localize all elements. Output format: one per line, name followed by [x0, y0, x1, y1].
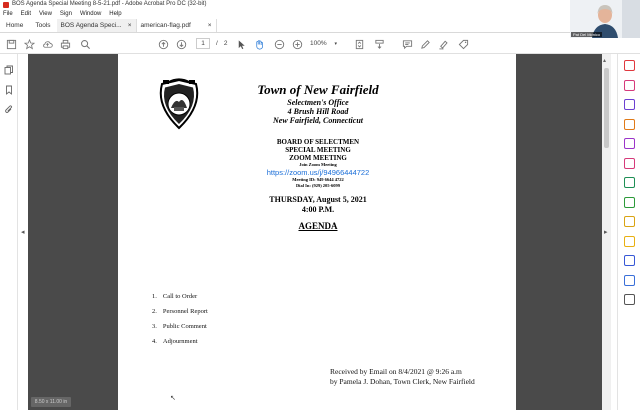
zoom-in-icon[interactable] [290, 37, 304, 51]
send-for-review-icon[interactable] [624, 216, 635, 227]
hand-tool-icon[interactable] [252, 37, 266, 51]
agenda-item-text: Personnel Report [162, 308, 208, 315]
agenda-item [152, 293, 197, 300]
mouse-cursor-icon: ↖ [170, 395, 176, 402]
meeting-id: Meeting ID: 949 6644 4722 [292, 177, 344, 182]
bookmark-icon[interactable] [4, 82, 14, 92]
organize-pages-icon[interactable] [624, 138, 635, 149]
agenda-item [152, 308, 208, 315]
agenda-item-number: 3. [152, 323, 157, 330]
chevron-down-icon: ▾ [334, 41, 337, 47]
page-separator: / [216, 40, 218, 47]
street-address: 4 Brush Hill Road [287, 107, 349, 116]
create-pdf-icon[interactable] [624, 99, 635, 110]
agenda-item-text: Call to Order [162, 293, 198, 300]
right-tools-rail [617, 54, 640, 410]
stamp-icon[interactable] [624, 236, 635, 247]
collapse-left-panel-icon[interactable]: ◂ [21, 229, 25, 236]
pages-icon[interactable] [4, 62, 14, 72]
meeting-time: 4:00 P.M. [301, 205, 335, 214]
compress-pdf-icon[interactable] [624, 197, 635, 208]
zoom-level-select[interactable] [310, 38, 342, 49]
close-icon[interactable]: × [207, 22, 212, 29]
menu-sign[interactable]: Sign [59, 11, 72, 17]
highlight-icon[interactable] [436, 37, 450, 51]
comment-icon[interactable] [400, 37, 414, 51]
print-icon[interactable] [58, 37, 72, 51]
received-stamp-line-1: Received by Email on 8/4/2021 @ 9:26 a.m [330, 367, 462, 376]
pen-icon[interactable] [418, 37, 432, 51]
main-toolbar [0, 34, 640, 54]
town-seal-logo [154, 78, 204, 130]
tab-document-american-flag[interactable] [137, 19, 217, 32]
page-size-indicator: 8.50 x 11.00 in [31, 397, 71, 407]
left-navigation-rail [0, 54, 18, 410]
search-icon[interactable] [78, 37, 92, 51]
agenda-item [152, 338, 198, 345]
agenda-item-number: 1. [152, 293, 157, 300]
fit-page-icon[interactable] [352, 37, 366, 51]
scroll-mode-icon[interactable] [372, 37, 386, 51]
join-zoom-label: Join Zoom Meeting [299, 162, 337, 167]
total-pages: 2 [223, 40, 228, 47]
board-heading: BOARD OF SELECTMEN [276, 138, 360, 146]
more-tools-icon[interactable] [624, 294, 635, 305]
zoom-meeting-link[interactable]: https://zoom.us/j/94966444722 [266, 168, 370, 177]
tab-document-label: BOS Agenda Speci... [60, 22, 122, 29]
next-page-icon[interactable] [174, 37, 188, 51]
meeting-date: THURSDAY, August 5, 2021 [269, 195, 367, 204]
menu-window[interactable]: Window [79, 11, 102, 17]
menu-file[interactable]: File [3, 11, 13, 17]
meeting-type: SPECIAL MEETING [285, 146, 351, 154]
agenda-item-text: Public Comment [162, 323, 207, 330]
agenda-item-number: 4. [152, 338, 157, 345]
export-pdf-icon[interactable] [624, 80, 635, 91]
page-navigator [196, 38, 227, 49]
cloud-upload-icon[interactable] [40, 37, 54, 51]
search-tool-icon[interactable] [624, 60, 635, 71]
acrobat-icon [3, 2, 9, 8]
agenda-item-text: Adjournment [162, 338, 198, 345]
agenda-heading: AGENDA [298, 221, 338, 231]
menu-edit[interactable]: Edit [20, 11, 32, 17]
tab-home[interactable]: Home [6, 22, 24, 29]
window-titlebar [0, 0, 640, 9]
document-canvas[interactable] [28, 54, 602, 410]
pdf-page [118, 54, 516, 410]
agenda-item [152, 323, 207, 330]
tag-icon[interactable] [456, 37, 470, 51]
webcam-name-label: Pat Del Monico [573, 32, 601, 37]
star-icon[interactable] [22, 37, 36, 51]
zoom-meeting-heading: ZOOM MEETING [289, 154, 347, 162]
tab-document-label: american-flag.pdf [140, 22, 191, 29]
tab-bar [0, 19, 640, 33]
received-stamp-line-2: by Pamela J. Dohan, Town Clerk, New Fairfield [330, 377, 475, 386]
agenda-item-number: 2. [152, 308, 157, 315]
zoom-level-value: 100% [310, 40, 327, 47]
current-page-input[interactable]: 1 [196, 38, 210, 49]
close-icon[interactable]: × [127, 22, 132, 29]
dial-in-number: Dial In: (929) 205-6099 [295, 183, 341, 188]
window-title: BOS Agenda Special Meeting 8-5-21.pdf - Adobe Acrobat Pro DC (32-bit) [12, 1, 207, 7]
scrollbar-thumb[interactable] [604, 68, 609, 148]
previous-page-icon[interactable] [156, 37, 170, 51]
office-name: Selectmen's Office [287, 98, 349, 107]
zoom-out-icon[interactable] [272, 37, 286, 51]
scroll-up-icon[interactable]: ▴ [603, 58, 607, 64]
webcam-overlay [570, 0, 640, 38]
town-title: Town of New Fairfield [257, 82, 379, 97]
select-cursor-icon[interactable] [234, 37, 248, 51]
edit-pdf-icon[interactable] [624, 119, 635, 130]
enhance-scan-icon[interactable] [624, 275, 635, 286]
menu-help[interactable]: Help [109, 11, 122, 17]
collapse-right-panel-icon[interactable]: ▸ [604, 229, 608, 236]
city-state: New Fairfield, Connecticut [273, 116, 363, 125]
attachment-icon[interactable] [4, 102, 14, 112]
tab-tools[interactable]: Tools [35, 22, 51, 29]
protect-icon[interactable] [624, 255, 635, 266]
menu-view[interactable]: View [39, 11, 52, 17]
comment-tool-icon[interactable] [624, 177, 635, 188]
fill-sign-icon[interactable] [624, 158, 635, 169]
tab-document-bos-agenda[interactable] [57, 19, 137, 32]
save-icon[interactable] [4, 37, 18, 51]
